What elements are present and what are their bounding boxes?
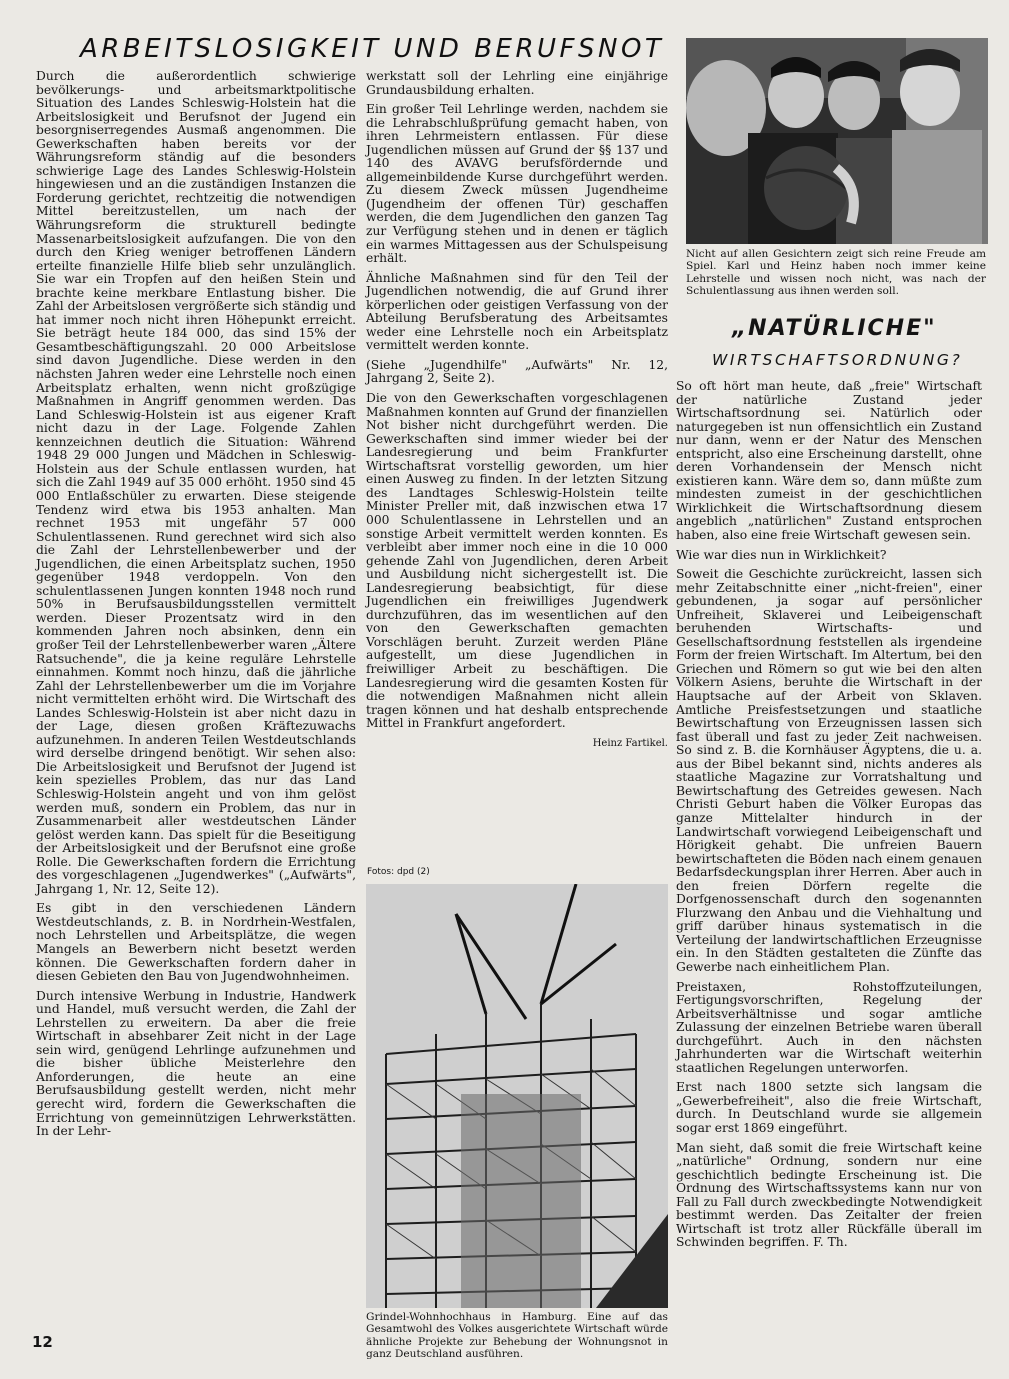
article-paragraph: Durch intensive Werbung in Industrie, Handwerk und Handel, muß versucht werden, die Zahl der Lehrstellen zu erweitern. Da aber die freie Wirtschaft in absehbarer Zeit nicht in der Lage sein wird, genügend Lehrlinge aufzunehmen und die bisher übliche Meisterlehre den Anforderungen, die heute an eine Berufsausbildung gestellt werden, nicht mehr gerecht wird, fordern die Gewerkschaften die Errichtung von gemeinnützigen Lehrwerkstätten. In der Lehr- xyxy=(36,988,356,1139)
article-headline: ARBEITSLOSIGKEIT UND BERUFSNOT xyxy=(80,34,665,64)
article-paragraph: (Siehe „Jugendhilfe" „Aufwärts" Nr. 12, Jahrgang 2, Seite 2). xyxy=(366,357,668,386)
sidebar-paragraph: Man sieht, daß somit die freie Wirtschaft keine „natürliche" Ordnung, sondern nur eine geschichtlich bedingte Erscheinung ist. Die Ordnung des Wirtschaftssystems kann nur von Fall zu Fall durch zweckbedingte Notwendigkeit bestimmt werden. Das Zeitalter der freien Wirtschaft ist trotz aller Rückfälle überall im Schwinden begriffen. F. Th. xyxy=(676,1140,982,1250)
article-paragraph: Es gibt in den verschiedenen Ländern Westdeutschlands, z. B. in Nordrhein-Westfalen, noch Lehrstellen und Arbeitsplätze, die wegen Mangels an Bewerbern nicht besetzt werden können. Die Gewerkschaften fordern daher in diesen Gebieten den Bau von Jugendwohnheimen. xyxy=(36,901,356,984)
boys-photo-illustration xyxy=(686,38,988,244)
building-photo-caption: Grindel-Wohnhochhaus in Hamburg. Eine auf das Gesamtwohl des Volkes ausgerichtete Wirtschaft würde ähnliche Projekte zur Behebung der Wohnungsnot in ganz Deutschland ausführen. xyxy=(366,1311,668,1361)
article-paragraph: Ähnliche Maßnahmen sind für den Teil der Jugendlichen notwendig, die auf Grund ihrer körperlichen oder geistigen Verfassung von der Abteilung Berufsberatung des Arbeitsamtes weder eine Lehrstelle noch ein Arbeitsplatz vermittelt werden konnte. xyxy=(366,270,668,353)
article-paragraph: Durch die außerordentlich schwierige bevölkerungs- und arbeitsmarktpolitische Situation des Landes Schleswig-Holstein hat die Arbeitslosigkeit und Berufsnot der Jugend ein besorgniserregendes Ausmaß angenommen. Die Gewerkschaften haben bereits vor der Währungsreform ständig auf die besonders schwierige Lage des Landes Schleswig-Holstein hingewiesen und an die zuständigen Instanzen die Forderung gerichtet, rechtzeitig die notwendigen Mittel bereitzustellen, um nach der Währungsreform die strukturell bedingte Massenarbeitslosigkeit aufzufangen. Die von den durch den Krieg weniger betroffenen Ländern erteilte finanzielle Hilfe blieb sehr unzulänglich. Sie war ein Tropfen auf den heißen Stein und brachte keine merkbare Entlastung bisher. Die Zahl der Arbeitslosen vergrößerte sich ständig und hat immer noch nicht ihren Höhepunkt erreicht. Sie beträgt heute 184 000, das sind 15% der Gesamtbeschäftigungszahl. 20 000 Arbeitslose sind davon Jugendliche. Diese werden in den nächsten Jahren weder eine Lehrstelle noch einen Arbeitsplatz erhalten, wenn nicht großzügige Maßnahmen in Angriff genommen werden. Das Land Schleswig-Holstein ist aus eigener Kraft nicht dazu in der Lage. Folgende Zahlen kennzeichnen deutlich die Situation: Während 1948 29 000 Jungen und Mädchen in Schleswig-Holstein aus der Schule entlassen wurden, hat sich die Zahl 1949 auf 35 000 erhöht. 1950 sind 45 000 Entlaßschüler zu erwarten. Diese steigende Tendenz wird etwa bis 1953 anhalten. Man rechnet 1953 mit ungefähr 57 000 Schulentlassenen. Rund gerechnet wird sich also die Zahl der Lehrstellenbewerber und der Jugendlichen, die einen Arbeitsplatz suchen, 1950 gegenüber 1948 verdoppeln. Von den schulentlassenen Jungen konnten 1948 noch rund 50% in Berufsausbildungsstellen vermittelt werden. Dieser Prozentsatz wird in den kommenden Jahren noch absinken, denn ein großer Teil der Lehrstellenbewerber waren „Ältere Ratsuchende", die ja keine reguläre Lehrstelle einnahmen. Kommt noch hinzu, daß die jährliche Zahl der Lehrstellenbewerber um die im Vorjahre nicht vermittelten erhöht wird. Die Wirtschaft des Landes Schleswig-Holstein ist aber nicht dazu in der Lage, diesen großen Kräftezuwachs aufzunehmen. In anderen Teilen Westdeutschlands wird derselbe dringend benötigt. Wir sehen also: Die Arbeitslosigkeit und Berufsnot der Jugend ist kein spezielles Problem, das nur das Land Schleswig-Holstein angeht und von ihm gelöst werden muß, sondern ein Problem, das nur in Zusammenarbeit aller westdeutschen Länder gelöst werden kann. Das spielt für die Beseitigung der Arbeitslosigkeit und der Berufsnot eine große Rolle. Die Gewerkschaften fordern die Errichtung des vorgeschlagenen „Jugendwerkes" („Aufwärts", Jahrgang 1, Nr. 12, Seite 12). xyxy=(36,69,356,896)
article-column-middle xyxy=(366,70,668,756)
article-paragraph: Die von den Gewerkschaften vorgeschlagenen Maßnahmen konnten auf Grund der finanziellen Not bisher nicht durchgeführt werden. Die Gewerkschaften sind immer wieder bei der Landesregierung und beim Frankfurter Wirtschaftsrat vorstellig geworden, um hier einen Ausweg zu finden. In der letzten Sitzung des Landtages Schleswig-Holstein teilte Minister Preller mit, daß inzwischen etwa 17 000 Schulentlassene in Lehrstellen und an sonstige Arbeit vermittelt werden konnten. Es verbleibt aber immer noch eine in die 10 000 gehende Zahl von Jugendlichen, deren Arbeit und Ausbildung nicht sichergestellt ist. Die Landesregierung beabsichtigt, für diese Jugendlichen ein freiwilliges Jugendwerk durchzuführen, das im wesentlichen auf den von den Gewerkschaften gemachten Vorschlägen beruht. Zurzeit werden Pläne aufgestellt, um diese Jugendlichen in freiwilliger Arbeit zu beschäftigen. Die Landesregierung wird die gesamten Kosten für die notwendigen Maßnahmen nicht allein tragen können und hat deshalb entsprechende Mittel in Frankfurt angefordert. xyxy=(366,391,668,731)
sidebar-subtitle: WIRTSCHAFTSORDNUNG? xyxy=(712,351,963,369)
article-column-left xyxy=(36,70,356,1145)
photo-credit: Fotos: dpd (2) xyxy=(367,867,430,877)
page-number: 12 xyxy=(32,1333,53,1351)
author-signature: Heinz Fartikel. xyxy=(592,737,668,749)
sidebar-paragraph: Erst nach 1800 setzte sich langsam die „Gewerbefreiheit", also die freie Wirtschaft, durch. In Deutschland wurde sie allgemein sogar erst 1869 eingeführt. xyxy=(676,1080,982,1135)
building-photo xyxy=(366,884,668,1308)
sidebar-paragraph: Wie war dies nun in Wirklichkeit? xyxy=(676,547,887,562)
boys-photo xyxy=(686,38,988,244)
sidebar-paragraph: Soweit die Geschichte zurückreicht, lassen sich mehr Zeitabschnitte einer „nicht-freien", einer gebundenen, ja sogar auf persönlicher Unfreiheit, Sklaverei und Leibeigenschaft beruhenden Wirtschafts- und Gesellschaftsordnung feststellen als irgendeine Form der freien Wirtschaft. Im Altertum, bei den Griechen und Römern so gut wie bei den alten Völkern Asiens, beruhte die Wirtschaft in der Hauptsache auf der Arbeit von Sklaven. Amtliche Preisfestsetzungen und staatliche Bewirtschaftung von Erzeugnissen lassen sich fast überall und fast zu jeder Zeit nachweisen. So sind z. B. die Kornhäuser Ägyptens, die u. a. aus der Bibel bekannt sind, nichts anderes als staatliche Magazine zur Vorratshaltung und Bewirtschaftung des Getreides gewesen. Nach Christi Geburt haben die Völker Europas das ganze Mittelalter hindurch in der Landwirtschaft vorwiegend Leibeigenschaft und Hörigkeit gehabt. Die unfreien Bauern bewirtschafteten die Böden nach einem genauen Bedarfsdeckungsplan ihrer Herren. Aber auch in den freien Dörfern regelte die Dorfgenossenschaft durch den sogenannten Flurzwang den Anbau und die Viehhaltung und griff darüber hinaus systematisch in die Verteilung der landwirtschaftlichen Erzeugnisse ein. In den Städten gestalteten die Zünfte das Gewerbe nach einheitlichem Plan. xyxy=(676,567,982,974)
article-paragraph: Ein großer Teil Lehrlinge werden, nachdem sie die Lehrabschlußprüfung gemacht haben, von ihren Lehrmeistern entlassen. Für diese Jugendlichen müssen auf Grund der §§ 137 und 140 des AVAVG berufsfördernde und allgemeinbildende Kurse durchgeführt werden. Zu diesem Zweck müssen Jugendheime (Jugendheim der offenen Tür) geschaffen werden, die dem Jugendlichen den ganzen Tag zur Verfügung stehen und in denen er täglich ein warmes Mittagessen aus der Schulspeisung erhält. xyxy=(366,102,668,266)
boys-photo-caption: Nicht auf allen Gesichtern zeigt sich reine Freude am Spiel. Karl und Heinz haben noch immer keine Lehrstelle und wissen noch nicht, was nach der Schulentlassung aus ihnen werden soll. xyxy=(686,248,986,298)
sidebar-paragraph: So oft hört man heute, daß „freie" Wirtschaft der natürliche Zustand jeder Wirtschaftsordnung sei. Natürlich oder naturgegeben ist nun offensichtlich ein Zustand nur dann, wenn er der Natur des Menschen entspricht, also eine Erscheinung darstellt, ohne deren Vorhandensein der Mensch nicht existieren kann. Wäre dem so, dann müßte zum mindesten zumeist in der geschichtlichen Wirklichkeit die Wirtschaftsordnung diesem angeblich „natürlichen" Zustand entsprochen haben, also eine freie Wirtschaft gewesen sein. xyxy=(676,379,982,543)
sidebar-paragraph: Preistaxen, Rohstoffzuteilungen, Fertigungsvorschriften, Regelung der Arbeitsverhältnisse und sogar amtliche Zulassung der einzelnen Betriebe waren überall durchgeführt. Auch in den nächsten Jahrhunderten war die Wirtschaft weiterhin staatlichen Regelungen unterworfen. xyxy=(676,979,982,1075)
sidebar-column xyxy=(676,380,982,1256)
sidebar-title: „NATÜRLICHE" xyxy=(732,316,937,341)
article-paragraph: werkstatt soll der Lehrling eine einjährige Grundausbildung erhalten. xyxy=(366,69,668,97)
building-photo-illustration xyxy=(366,884,668,1308)
